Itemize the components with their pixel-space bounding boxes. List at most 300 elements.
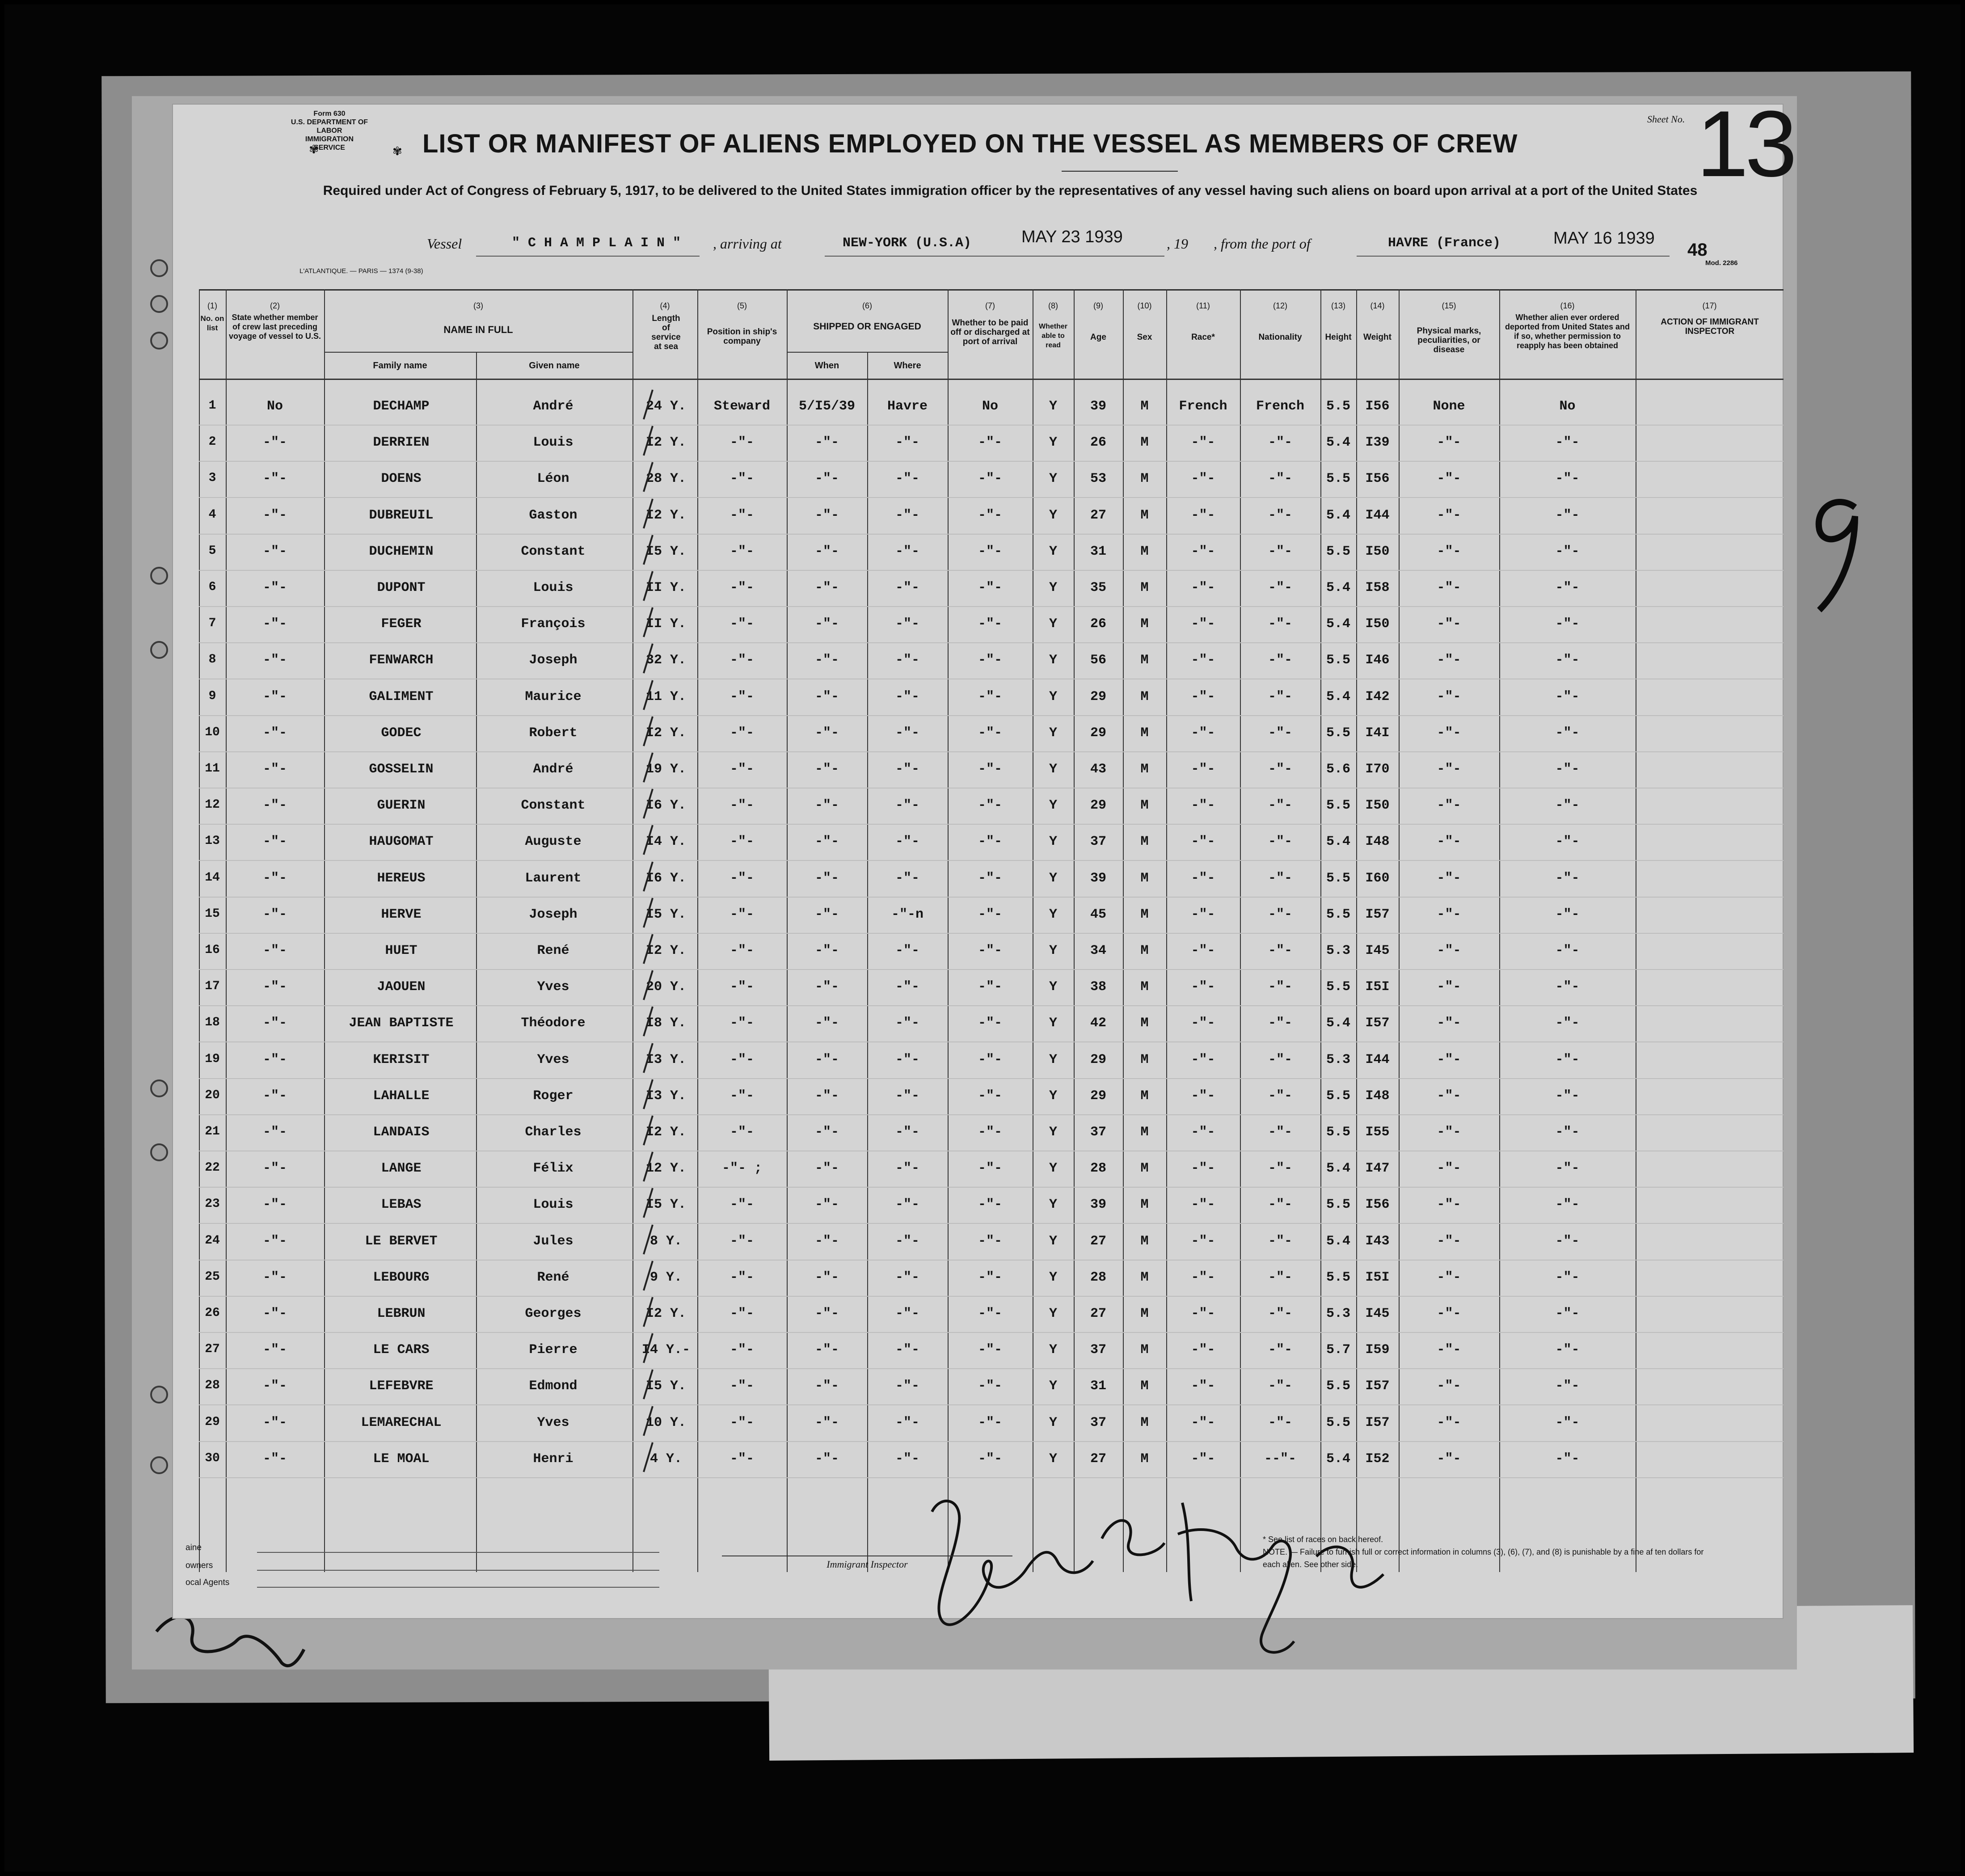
row-rule bbox=[199, 1005, 1784, 1006]
col13-number: (13) bbox=[1331, 301, 1345, 310]
age: 31 bbox=[1090, 1379, 1106, 1394]
paid-off: -"- bbox=[978, 1269, 1002, 1285]
age: 31 bbox=[1090, 544, 1106, 559]
physical-marks: -"- bbox=[1437, 1342, 1461, 1358]
col8-number: (8) bbox=[1048, 301, 1058, 310]
tally-slash bbox=[637, 933, 664, 965]
physical-marks: -"- bbox=[1437, 689, 1461, 704]
weight: I48 bbox=[1365, 834, 1390, 850]
tally-slash bbox=[637, 970, 664, 1001]
weight: I5I bbox=[1365, 979, 1390, 995]
shipped-when: -"- bbox=[814, 1088, 839, 1104]
family-name: GALIMENT bbox=[369, 689, 434, 704]
nationality: -"- bbox=[1268, 906, 1292, 922]
weight: I60 bbox=[1365, 870, 1390, 886]
shipped-when: -"- bbox=[814, 507, 839, 523]
col17-number: (17) bbox=[1702, 301, 1717, 310]
physical-marks: -"- bbox=[1437, 1052, 1461, 1067]
height: 5.5 bbox=[1326, 399, 1350, 414]
position: -"- bbox=[729, 1233, 754, 1249]
col17-header: ACTION OF IMMIGRANT INSPECTOR bbox=[1661, 317, 1759, 336]
shipped-where: -"- bbox=[895, 544, 919, 559]
header-bottom-rule bbox=[199, 379, 1784, 380]
table-top-rule bbox=[199, 289, 1784, 291]
race: -"- bbox=[1191, 653, 1215, 668]
punch-hole bbox=[150, 295, 168, 313]
row-number: 27 bbox=[205, 1342, 220, 1357]
weight: I50 bbox=[1365, 616, 1390, 632]
family-name: LANDAIS bbox=[373, 1125, 430, 1140]
previous-voyage: -"- bbox=[262, 1269, 287, 1285]
able-to-read: Y bbox=[1049, 580, 1057, 595]
title-rule bbox=[1062, 171, 1178, 172]
row-rule bbox=[199, 461, 1784, 462]
height: 5.4 bbox=[1326, 580, 1350, 595]
service-length: 28 Y. bbox=[645, 471, 686, 487]
paid-off: -"- bbox=[978, 1451, 1002, 1467]
position: -"- bbox=[729, 943, 754, 958]
physical-marks: -"- bbox=[1437, 1269, 1461, 1285]
able-to-read: Y bbox=[1049, 1016, 1057, 1031]
position: -"- bbox=[729, 979, 754, 995]
paid-off: -"- bbox=[978, 435, 1002, 451]
weight: I50 bbox=[1365, 544, 1390, 559]
previous-voyage: -"- bbox=[262, 1451, 287, 1467]
deported: -"- bbox=[1555, 1088, 1580, 1104]
previous-voyage: -"- bbox=[262, 1161, 287, 1176]
inspector-signature bbox=[914, 1485, 1406, 1673]
position: -"- bbox=[729, 435, 754, 451]
sheet-count: 48 bbox=[1687, 240, 1708, 260]
shipped-when: -"- bbox=[814, 580, 839, 595]
tally-slash bbox=[637, 570, 664, 602]
given-name: André bbox=[533, 399, 573, 414]
previous-voyage: -"- bbox=[262, 471, 287, 487]
position: -"- bbox=[729, 1379, 754, 1394]
paid-off: -"- bbox=[978, 798, 1002, 814]
able-to-read: Y bbox=[1049, 1306, 1057, 1321]
deported: -"- bbox=[1555, 689, 1580, 704]
able-to-read: Y bbox=[1049, 1379, 1057, 1394]
sex: M bbox=[1140, 725, 1149, 741]
departure-date-stamp: MAY 16 1939 bbox=[1553, 229, 1655, 248]
height: 5.5 bbox=[1326, 906, 1350, 922]
previous-voyage: -"- bbox=[262, 1088, 287, 1104]
nationality: -"- bbox=[1268, 725, 1292, 741]
shipped-where: -"- bbox=[895, 471, 919, 487]
able-to-read: Y bbox=[1049, 1161, 1057, 1176]
given-name: Théodore bbox=[521, 1016, 586, 1031]
shipped-when: -"- bbox=[814, 1052, 839, 1067]
shipped-where: -"- bbox=[895, 507, 919, 523]
tally-slash bbox=[637, 607, 664, 638]
deported: -"- bbox=[1555, 1415, 1580, 1430]
weight: I57 bbox=[1365, 1379, 1390, 1394]
race: -"- bbox=[1191, 1125, 1215, 1140]
shipped-when: -"- bbox=[814, 979, 839, 995]
nationality: French bbox=[1256, 399, 1305, 414]
given-name-header: Given name bbox=[529, 361, 580, 371]
race: -"- bbox=[1191, 1161, 1215, 1176]
col6-header: SHIPPED OR ENGAGED bbox=[813, 321, 921, 332]
physical-marks: -"- bbox=[1437, 870, 1461, 886]
position: -"- bbox=[729, 580, 754, 595]
family-name: LANGE bbox=[381, 1161, 422, 1176]
model-number: Mod. 2286 bbox=[1705, 259, 1738, 267]
tally-slash bbox=[637, 534, 664, 565]
height: 5.5 bbox=[1326, 1415, 1350, 1430]
departure-port: HAVRE (France) bbox=[1388, 236, 1501, 251]
paid-off: -"- bbox=[978, 1379, 1002, 1394]
row-number: 24 bbox=[205, 1233, 220, 1248]
family-name: JAOUEN bbox=[377, 979, 426, 995]
weight: I47 bbox=[1365, 1161, 1390, 1176]
service-length: I2 Y. bbox=[645, 1306, 686, 1321]
service-length: I5 Y. bbox=[645, 1197, 686, 1213]
given-name: Yves bbox=[537, 979, 569, 995]
previous-voyage: -"- bbox=[262, 798, 287, 814]
shipped-where: -"- bbox=[895, 1052, 919, 1067]
physical-marks: -"- bbox=[1437, 1451, 1461, 1467]
nationality: -"- bbox=[1268, 1161, 1292, 1176]
able-to-read: Y bbox=[1049, 762, 1057, 777]
sex: M bbox=[1140, 1197, 1149, 1213]
physical-marks: -"- bbox=[1437, 544, 1461, 559]
row-number: 12 bbox=[205, 798, 220, 812]
col5-header: Position in ship's company bbox=[707, 327, 777, 346]
service: IMMIGRATION SERVICE bbox=[305, 135, 354, 152]
punch-hole bbox=[150, 332, 168, 350]
race: French bbox=[1179, 399, 1227, 414]
position: -"- bbox=[729, 1052, 754, 1067]
tally-slash bbox=[637, 1187, 664, 1218]
service-length: I8 Y. bbox=[645, 1016, 686, 1031]
able-to-read: Y bbox=[1049, 906, 1057, 922]
able-to-read: Y bbox=[1049, 1415, 1057, 1430]
previous-voyage: -"- bbox=[262, 979, 287, 995]
position: -"- bbox=[729, 544, 754, 559]
sex: M bbox=[1140, 906, 1149, 922]
tally-slash bbox=[637, 643, 664, 674]
sex: M bbox=[1140, 1125, 1149, 1140]
weight: I55 bbox=[1365, 1125, 1390, 1140]
shipped-where: -"- bbox=[895, 1016, 919, 1031]
sheet-number: 13 bbox=[1696, 91, 1794, 196]
physical-marks: -"- bbox=[1437, 979, 1461, 995]
given-name: Constant bbox=[521, 798, 586, 814]
given-name: Gaston bbox=[529, 507, 578, 523]
given-name: Robert bbox=[529, 725, 578, 741]
previous-voyage: -"- bbox=[262, 834, 287, 850]
race: -"- bbox=[1191, 580, 1215, 595]
shipped-when: -"- bbox=[814, 1379, 839, 1394]
physical-marks: -"- bbox=[1437, 1306, 1461, 1321]
shipped-when: -"- bbox=[814, 616, 839, 632]
paid-off: -"- bbox=[978, 870, 1002, 886]
family-name: LEBOURG bbox=[373, 1269, 430, 1285]
age: 26 bbox=[1090, 616, 1106, 632]
given-name: René bbox=[537, 943, 569, 958]
col16-number: (16) bbox=[1560, 301, 1575, 310]
tally-slash bbox=[637, 1151, 664, 1182]
height: 5.4 bbox=[1326, 1161, 1350, 1176]
family-name: LEMARECHAL bbox=[361, 1415, 442, 1430]
tally-slash bbox=[637, 752, 664, 783]
height: 5.4 bbox=[1326, 1451, 1350, 1467]
col14-header: Weight bbox=[1363, 333, 1392, 342]
when-header: When bbox=[814, 361, 839, 371]
nationality: -"- bbox=[1268, 870, 1292, 886]
col9-number: (9) bbox=[1093, 301, 1103, 310]
able-to-read: Y bbox=[1049, 399, 1057, 414]
service-length: I5 Y. bbox=[645, 544, 686, 559]
race: -"- bbox=[1191, 1052, 1215, 1067]
col1-header: No. on list bbox=[200, 314, 224, 332]
shipped-where: -"- bbox=[895, 1161, 919, 1176]
given-name: Roger bbox=[533, 1088, 573, 1104]
shipped-when: -"- bbox=[814, 1306, 839, 1321]
nationality: -"- bbox=[1268, 1306, 1292, 1321]
able-to-read: Y bbox=[1049, 435, 1057, 451]
physical-marks: -"- bbox=[1437, 507, 1461, 523]
tally-slash bbox=[637, 425, 664, 456]
family-name-header: Family name bbox=[373, 361, 427, 371]
given-name: André bbox=[533, 762, 573, 777]
row-number: 18 bbox=[205, 1016, 220, 1030]
service-length: I2 Y. bbox=[645, 507, 686, 523]
given-name: François bbox=[521, 616, 586, 632]
shipped-where: -"- bbox=[895, 1415, 919, 1430]
physical-marks: -"- bbox=[1437, 834, 1461, 850]
row-number: 17 bbox=[205, 979, 220, 994]
family-name: GODEC bbox=[381, 725, 422, 741]
tally-slash bbox=[637, 1224, 664, 1255]
able-to-read: Y bbox=[1049, 1197, 1057, 1213]
shipped-when: -"- bbox=[814, 1125, 839, 1140]
shipped-when: -"- bbox=[814, 1197, 839, 1213]
tally-slash bbox=[637, 1079, 664, 1110]
shipped-where: -"- bbox=[895, 725, 919, 741]
shipped-where: -"- bbox=[895, 689, 919, 704]
shipped-when: -"- bbox=[814, 689, 839, 704]
able-to-read: Y bbox=[1049, 1233, 1057, 1249]
previous-voyage: -"- bbox=[262, 1233, 287, 1249]
shipped-when: -"- bbox=[814, 1451, 839, 1467]
row-number: 4 bbox=[208, 507, 216, 522]
height: 5.4 bbox=[1326, 1016, 1350, 1031]
given-name: Auguste bbox=[525, 834, 582, 850]
shipped-where: -"- bbox=[895, 653, 919, 668]
service-length: I4 Y. bbox=[645, 834, 686, 850]
row-number: 8 bbox=[208, 653, 216, 667]
paid-off: No bbox=[982, 399, 998, 414]
position: -"- bbox=[729, 762, 754, 777]
age: 42 bbox=[1090, 1016, 1106, 1031]
given-name: Charles bbox=[525, 1125, 582, 1140]
position: -"- bbox=[729, 689, 754, 704]
shipped-when: -"- bbox=[814, 544, 839, 559]
deported: -"- bbox=[1555, 870, 1580, 886]
punch-hole bbox=[150, 1079, 168, 1097]
row-rule bbox=[199, 1332, 1784, 1333]
row-rule bbox=[199, 933, 1784, 934]
nationality: -"- bbox=[1268, 580, 1292, 595]
nationality: -"- bbox=[1268, 507, 1292, 523]
previous-voyage: -"- bbox=[262, 1197, 287, 1213]
physical-marks: -"- bbox=[1437, 1088, 1461, 1104]
deported: -"- bbox=[1555, 798, 1580, 814]
physical-marks: -"- bbox=[1437, 725, 1461, 741]
paid-off: -"- bbox=[978, 762, 1002, 777]
weight: I44 bbox=[1365, 507, 1390, 523]
age: 35 bbox=[1090, 580, 1106, 595]
height: 5.3 bbox=[1326, 1052, 1350, 1067]
nationality: -"- bbox=[1268, 544, 1292, 559]
service-length: II Y. bbox=[645, 616, 686, 632]
col1-number: (1) bbox=[207, 301, 217, 310]
row-rule bbox=[199, 425, 1784, 426]
physical-marks: -"- bbox=[1437, 943, 1461, 958]
paid-off: -"- bbox=[978, 943, 1002, 958]
shipped-where: -"- bbox=[895, 1088, 919, 1104]
able-to-read: Y bbox=[1049, 1088, 1057, 1104]
shipped-when: -"- bbox=[814, 762, 839, 777]
physical-marks: -"- bbox=[1437, 1379, 1461, 1394]
able-to-read: Y bbox=[1049, 1342, 1057, 1358]
height: 5.5 bbox=[1326, 870, 1350, 886]
height: 5.5 bbox=[1326, 1088, 1350, 1104]
row-rule bbox=[199, 1441, 1784, 1442]
deported: -"- bbox=[1555, 1125, 1580, 1140]
physical-marks: -"- bbox=[1437, 471, 1461, 487]
family-name: DUPONT bbox=[377, 580, 426, 595]
nationality: -"- bbox=[1268, 1379, 1292, 1394]
departure-dotted-line bbox=[1357, 256, 1670, 257]
age: 29 bbox=[1090, 725, 1106, 741]
given-name: Félix bbox=[533, 1161, 573, 1176]
col15-header: Physical marks, peculiarities, or disease bbox=[1417, 326, 1481, 354]
weight: I50 bbox=[1365, 798, 1390, 814]
nationality: -"- bbox=[1268, 979, 1292, 995]
row-number: 3 bbox=[208, 471, 216, 485]
arrival-date-stamp: MAY 23 1939 bbox=[1021, 228, 1123, 246]
position: -"- bbox=[729, 507, 754, 523]
family-name: KERISIT bbox=[373, 1052, 430, 1067]
nationality: -"- bbox=[1268, 762, 1292, 777]
previous-voyage: -"- bbox=[262, 544, 287, 559]
service-length: I2 Y. bbox=[645, 1125, 686, 1140]
height: 5.3 bbox=[1326, 1306, 1350, 1321]
nationality: -"- bbox=[1268, 435, 1292, 451]
shipped-when: 5/I5/39 bbox=[798, 399, 856, 414]
col11-header: Race* bbox=[1191, 333, 1215, 342]
sex: M bbox=[1140, 435, 1149, 451]
col2-number: (2) bbox=[270, 301, 280, 310]
sex: M bbox=[1140, 1016, 1149, 1031]
shipped-where: -"- bbox=[895, 834, 919, 850]
deported: -"- bbox=[1555, 616, 1580, 632]
nationality: -"- bbox=[1268, 1233, 1292, 1249]
col4-number: (4) bbox=[660, 301, 670, 310]
given-name: Pierre bbox=[529, 1342, 578, 1358]
shipped-where: -"- bbox=[895, 1379, 919, 1394]
sex: M bbox=[1140, 834, 1149, 850]
col8-header: Whether able to read bbox=[1039, 323, 1067, 349]
weight: I57 bbox=[1365, 1415, 1390, 1430]
row-number: 10 bbox=[205, 725, 220, 739]
sex: M bbox=[1140, 544, 1149, 559]
col15-number: (15) bbox=[1442, 301, 1456, 310]
department: U.S. DEPARTMENT OF LABOR bbox=[291, 118, 368, 135]
tally-slash bbox=[637, 788, 664, 819]
previous-voyage: -"- bbox=[262, 1306, 287, 1321]
nationality: -"- bbox=[1268, 1342, 1292, 1358]
service-length: I3 Y. bbox=[645, 1088, 686, 1104]
previous-voyage: -"- bbox=[262, 725, 287, 741]
paid-off: -"- bbox=[978, 1052, 1002, 1067]
position: -"- bbox=[729, 725, 754, 741]
previous-voyage: -"- bbox=[262, 1342, 287, 1358]
age: 43 bbox=[1090, 762, 1106, 777]
service-length: I6 Y. bbox=[645, 870, 686, 886]
sex: M bbox=[1140, 1233, 1149, 1249]
race: -"- bbox=[1191, 762, 1215, 777]
deported: -"- bbox=[1555, 1306, 1580, 1321]
row-rule bbox=[199, 1404, 1784, 1405]
family-name: GOSSELIN bbox=[369, 762, 434, 777]
previous-voyage: -"- bbox=[262, 870, 287, 886]
age: 29 bbox=[1090, 798, 1106, 814]
deported: -"- bbox=[1555, 725, 1580, 741]
previous-voyage: No bbox=[266, 399, 283, 414]
punch-hole bbox=[150, 1456, 168, 1474]
row-rule bbox=[199, 715, 1784, 716]
able-to-read: Y bbox=[1049, 725, 1057, 741]
sex: M bbox=[1140, 471, 1149, 487]
race: -"- bbox=[1191, 979, 1215, 995]
able-to-read: Y bbox=[1049, 1269, 1057, 1285]
arriving-label: , arriving at bbox=[713, 236, 782, 252]
col10-header: Sex bbox=[1137, 333, 1152, 342]
tally-slash bbox=[637, 1260, 664, 1291]
shipped-where: -"- bbox=[895, 1125, 919, 1140]
shipped-when: -"- bbox=[814, 1233, 839, 1249]
able-to-read: Y bbox=[1049, 544, 1057, 559]
age: 38 bbox=[1090, 979, 1106, 995]
owners-line bbox=[257, 1570, 659, 1571]
shipped-where: -"- bbox=[895, 580, 919, 595]
position: -"- bbox=[729, 1306, 754, 1321]
previous-voyage: -"- bbox=[262, 507, 287, 523]
subtitle: Required under Act of Congress of February 5, 1917, to be delivered to the United States immigration officer by the representatives of any vessel having such aliens on board upon arrival at a port of the United States bbox=[323, 183, 1698, 198]
race: -"- bbox=[1191, 1342, 1215, 1358]
family-name: DUCHEMIN bbox=[369, 544, 434, 559]
col14-number: (14) bbox=[1370, 301, 1385, 310]
footnote-note: NOTE. — Failure to furnish full or correct information in columns (3), (6), (7), and (8) is punishable by a fine af ten dollars for each alien. See other side. bbox=[1263, 1547, 1704, 1569]
row-number: 6 bbox=[208, 580, 216, 594]
vessel-line bbox=[172, 228, 1784, 262]
paid-off: -"- bbox=[978, 1088, 1002, 1104]
row-number: 19 bbox=[205, 1052, 220, 1066]
sex: M bbox=[1140, 943, 1149, 958]
physical-marks: None bbox=[1433, 399, 1465, 414]
row-rule bbox=[199, 860, 1784, 861]
sex: M bbox=[1140, 979, 1149, 995]
family-name: LE MOAL bbox=[373, 1451, 430, 1467]
able-to-read: Y bbox=[1049, 507, 1057, 523]
sex: M bbox=[1140, 1269, 1149, 1285]
row-rule bbox=[199, 570, 1784, 571]
